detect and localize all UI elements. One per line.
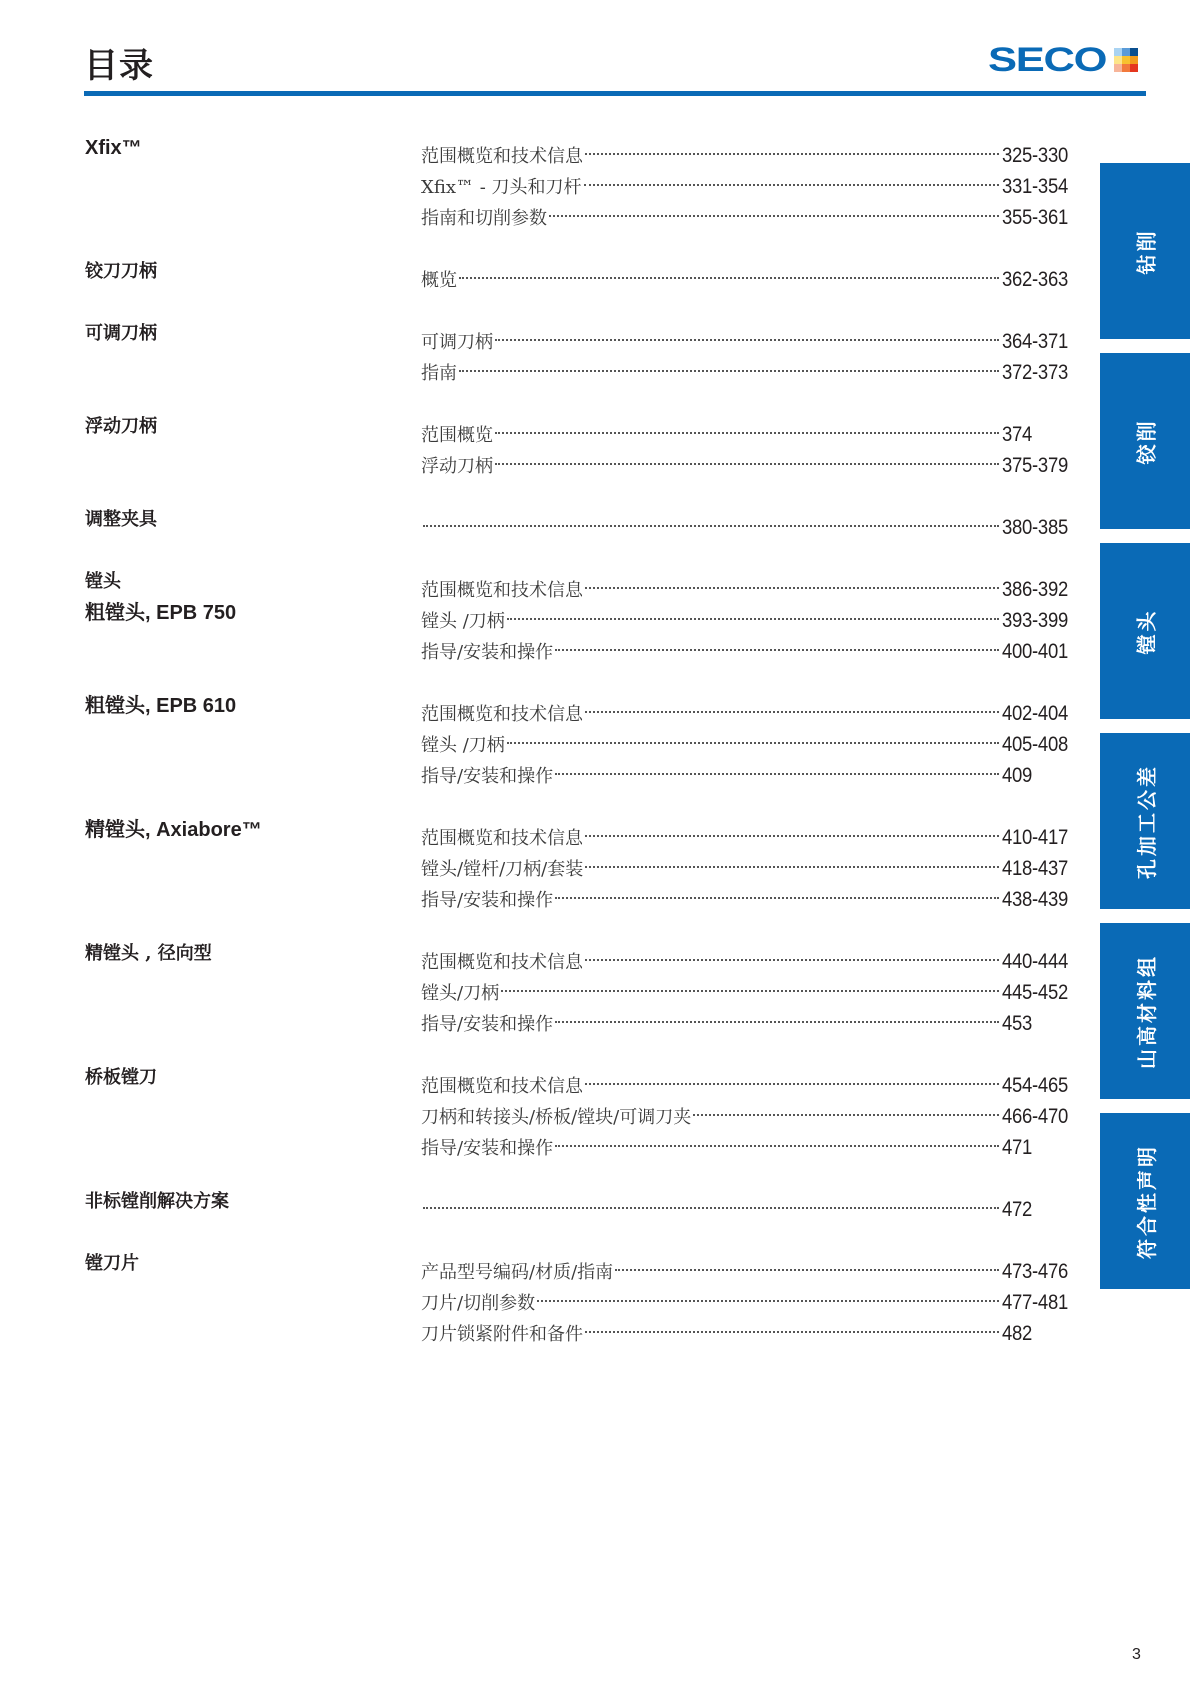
toc-row xyxy=(0,1281,1080,1314)
toc-entry[interactable] xyxy=(421,1095,1070,1128)
logo-color-grid-icon xyxy=(1114,48,1138,72)
toc-row xyxy=(0,258,1080,291)
toc-row xyxy=(0,351,1080,384)
side-tab-hole-tolerances[interactable] xyxy=(1100,733,1190,909)
toc-entry[interactable] xyxy=(421,1250,1070,1283)
side-tab-reaming[interactable] xyxy=(1100,353,1190,529)
toc-row xyxy=(0,940,1080,973)
toc-entry[interactable] xyxy=(421,847,1070,880)
toc-entry[interactable] xyxy=(421,351,1070,384)
toc-entry[interactable] xyxy=(421,444,1070,477)
toc-entry[interactable] xyxy=(421,816,1070,849)
toc-row xyxy=(0,723,1080,756)
header-divider xyxy=(84,91,1146,96)
toc-row xyxy=(0,1126,1080,1159)
page-reference: 409 xyxy=(1002,764,1033,787)
section-title: 粗镗头, EPB 610 xyxy=(85,695,237,717)
toc-entry[interactable] xyxy=(421,1312,1070,1345)
toc-entry[interactable] xyxy=(421,878,1070,911)
entry-label: 范围概览和技术信息 xyxy=(421,580,583,601)
entry-label: 刀柄和转接头/桥板/镗块/可调刀夹 xyxy=(421,1107,692,1128)
toc-row xyxy=(0,599,1080,632)
toc-row xyxy=(0,320,1080,353)
entry-label: 指导/安装和操作 xyxy=(421,1014,554,1035)
toc-row xyxy=(0,1095,1080,1128)
entry-label: 指南 xyxy=(421,363,457,384)
entry-label: 概览 xyxy=(421,270,457,291)
dot-leader xyxy=(555,878,999,906)
entry-label: 刀片/切削参数 xyxy=(421,1293,536,1314)
section-title: 镗头 xyxy=(85,571,121,592)
toc-entry[interactable] xyxy=(421,1126,1070,1159)
entry-label: 范围概览和技术信息 xyxy=(421,704,583,725)
toc-entry[interactable] xyxy=(421,1188,1070,1221)
toc-row xyxy=(0,196,1080,229)
toc-entry[interactable] xyxy=(421,568,1070,601)
side-tab-material-groups[interactable] xyxy=(1100,923,1190,1099)
dot-leader xyxy=(555,1002,999,1030)
dot-leader xyxy=(549,196,999,224)
page-reference: 372-373 xyxy=(1002,361,1068,384)
toc-row xyxy=(0,630,1080,663)
entry-label: 指导/安装和操作 xyxy=(421,642,554,663)
toc-entry[interactable] xyxy=(421,196,1070,229)
entry-label: 范围概览和技术信息 xyxy=(421,146,583,167)
dot-leader xyxy=(495,320,999,348)
dot-leader xyxy=(585,692,999,720)
side-tab-label: 孔加工公差 xyxy=(1134,763,1159,879)
side-tab-label: 铰削 xyxy=(1134,418,1159,464)
page-reference: 362-363 xyxy=(1002,268,1068,291)
dot-leader xyxy=(459,258,999,286)
dot-leader xyxy=(585,1312,999,1340)
page-reference: 410-417 xyxy=(1002,826,1068,849)
dot-leader xyxy=(585,568,999,596)
toc-row xyxy=(0,1250,1080,1283)
toc-row xyxy=(0,1064,1080,1097)
page-reference: 471 xyxy=(1002,1136,1033,1159)
page-reference: 482 xyxy=(1002,1322,1033,1345)
section-title: 调整夹具 xyxy=(85,509,157,530)
page-reference: 393-399 xyxy=(1002,609,1068,632)
toc-entry[interactable] xyxy=(421,413,1070,446)
page-reference: 400-401 xyxy=(1002,640,1068,663)
section-title: Xfix™ xyxy=(85,137,142,159)
toc-row xyxy=(0,444,1080,477)
entry-label: 指导/安装和操作 xyxy=(421,766,554,787)
toc-entry[interactable] xyxy=(421,506,1070,539)
page-reference: 453 xyxy=(1002,1012,1033,1035)
page-reference: 380-385 xyxy=(1002,516,1068,539)
page-reference: 386-392 xyxy=(1002,578,1068,601)
toc-row xyxy=(0,568,1080,601)
toc-entry[interactable] xyxy=(421,599,1070,632)
dot-leader xyxy=(501,971,999,999)
dot-leader xyxy=(585,940,999,968)
toc-entry[interactable] xyxy=(421,134,1070,167)
page-reference: 477-481 xyxy=(1002,1291,1068,1314)
toc-row xyxy=(0,413,1080,446)
side-tab-label: 镗头 xyxy=(1134,608,1159,654)
entry-label: 镗头/镗杆/刀柄/套装 xyxy=(421,859,584,880)
section-title: 铰刀刀柄 xyxy=(85,261,157,282)
entry-label: 范围概览和技术信息 xyxy=(421,828,583,849)
section-title: 镗刀片 xyxy=(85,1253,139,1274)
dot-leader xyxy=(615,1250,999,1278)
seco-logo xyxy=(988,41,1138,79)
logo-wordmark: SECO xyxy=(988,41,1107,79)
section-title: 浮动刀柄 xyxy=(85,416,157,437)
toc-entry[interactable] xyxy=(421,1002,1070,1035)
dot-leader xyxy=(537,1281,999,1309)
page-number: 3 xyxy=(1132,1646,1141,1663)
dot-leader xyxy=(495,444,999,472)
dot-leader xyxy=(507,723,999,751)
toc-entry[interactable] xyxy=(421,1064,1070,1097)
toc-row xyxy=(0,692,1080,725)
entry-label: 指南和切削参数 xyxy=(421,208,547,229)
toc-row xyxy=(0,971,1080,1004)
section-title: 精镗头, Axiabore™ xyxy=(85,819,262,841)
toc-entry[interactable] xyxy=(421,630,1070,663)
toc-entry[interactable] xyxy=(421,165,1070,198)
page-reference: 325-330 xyxy=(1002,144,1068,167)
toc-entry[interactable] xyxy=(421,1281,1070,1314)
dot-leader xyxy=(555,1126,999,1154)
section-title: 精镗头 , 径向型 xyxy=(85,943,212,964)
section-title: 非标镗削解决方案 xyxy=(85,1191,229,1212)
toc-row xyxy=(0,1312,1080,1345)
toc-row xyxy=(0,1188,1080,1221)
toc-row xyxy=(0,134,1080,167)
toc-entry[interactable] xyxy=(421,258,1070,291)
toc-row xyxy=(0,816,1080,849)
page-reference: 355-361 xyxy=(1002,206,1068,229)
entry-label: 指导/安装和操作 xyxy=(421,1138,554,1159)
entry-label: 浮动刀柄 xyxy=(421,456,493,477)
dot-leader xyxy=(423,1188,999,1216)
toc-row xyxy=(0,506,1080,539)
dot-leader xyxy=(585,134,999,162)
page-reference: 331-354 xyxy=(1002,175,1068,198)
page-title: 目录 xyxy=(84,46,154,86)
page-reference: 364-371 xyxy=(1002,330,1068,353)
side-tab-label: 山高材料组 xyxy=(1134,953,1159,1069)
section-subtitle: 粗镗头, EPB 750 xyxy=(85,602,237,624)
dot-leader xyxy=(584,165,1000,193)
toc-entry[interactable] xyxy=(421,940,1070,973)
toc-row xyxy=(0,878,1080,911)
entry-label: 可调刀柄 xyxy=(421,332,493,353)
side-tab-drilling[interactable] xyxy=(1100,163,1190,339)
entry-label: 镗头/刀柄 xyxy=(421,983,500,1004)
section-title: 桥板镗刀 xyxy=(85,1067,157,1088)
toc-entry[interactable] xyxy=(421,754,1070,787)
dot-leader xyxy=(423,506,999,534)
page-reference: 473-476 xyxy=(1002,1260,1068,1283)
toc-entry[interactable] xyxy=(421,320,1070,353)
page-reference: 405-408 xyxy=(1002,733,1068,756)
dot-leader xyxy=(495,413,999,441)
side-tab-label: 钻削 xyxy=(1134,228,1159,274)
page-reference: 440-444 xyxy=(1002,950,1068,973)
side-tab-conformity-declaration[interactable] xyxy=(1100,1113,1190,1289)
page-reference: 466-470 xyxy=(1002,1105,1068,1128)
entry-label: 范围概览和技术信息 xyxy=(421,1076,583,1097)
toc-entry[interactable] xyxy=(421,692,1070,725)
dot-leader xyxy=(585,816,999,844)
entry-label: 指导/安装和操作 xyxy=(421,890,554,911)
entry-label: 范围概览和技术信息 xyxy=(421,952,583,973)
page-reference: 375-379 xyxy=(1002,454,1068,477)
toc-row xyxy=(0,1002,1080,1035)
toc-row xyxy=(0,847,1080,880)
entry-label: 产品型号编码/材质/指南 xyxy=(421,1262,614,1283)
page-reference: 402-404 xyxy=(1002,702,1068,725)
entry-label: 刀片锁紧附件和备件 xyxy=(421,1324,583,1345)
dot-leader xyxy=(555,630,999,658)
entry-label: 镗头 /刀柄 xyxy=(421,735,505,756)
dot-leader xyxy=(585,1064,999,1092)
toc-entry[interactable] xyxy=(421,971,1070,1004)
dot-leader xyxy=(555,754,999,782)
entry-label: Xfix™ - 刀头和刀杆 xyxy=(421,177,582,198)
dot-leader xyxy=(693,1095,999,1123)
entry-label: 范围概览 xyxy=(421,425,493,446)
page-reference: 374 xyxy=(1002,423,1033,446)
page-reference: 445-452 xyxy=(1002,981,1068,1004)
section-title: 可调刀柄 xyxy=(85,323,157,344)
dot-leader xyxy=(459,351,999,379)
side-tab-boring-heads[interactable] xyxy=(1100,543,1190,719)
page-reference: 454-465 xyxy=(1002,1074,1068,1097)
page-reference: 438-439 xyxy=(1002,888,1068,911)
page-reference: 418-437 xyxy=(1002,857,1068,880)
side-tab-label: 符合性声明 xyxy=(1134,1143,1159,1259)
toc-row xyxy=(0,165,1080,198)
dot-leader xyxy=(507,599,999,627)
toc-entry[interactable] xyxy=(421,723,1070,756)
dot-leader xyxy=(585,847,999,875)
entry-label: 镗头 /刀柄 xyxy=(421,611,505,632)
page-reference: 472 xyxy=(1002,1198,1033,1221)
toc-row xyxy=(0,754,1080,787)
